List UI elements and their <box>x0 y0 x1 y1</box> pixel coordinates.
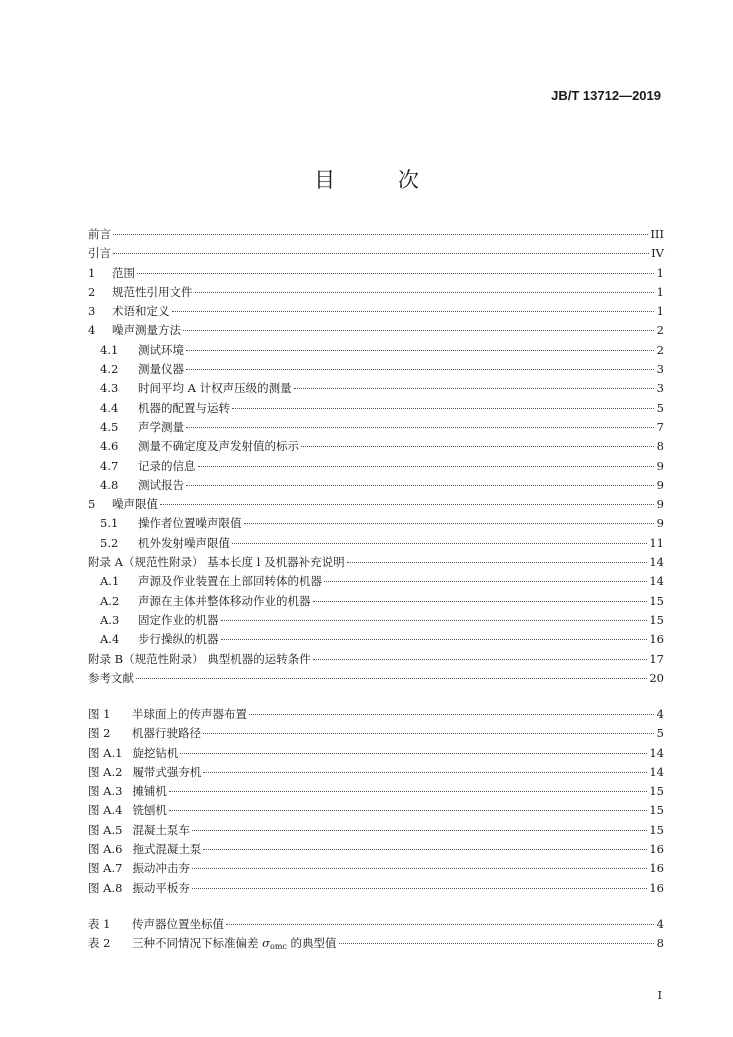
dot-leader <box>324 581 647 582</box>
toc-entry[interactable] <box>88 379 664 398</box>
sigma-symbol: σ <box>262 936 271 951</box>
entry-number: 图 A.4 <box>88 803 123 818</box>
figure-entry[interactable] <box>88 705 664 724</box>
dot-leader <box>113 253 649 254</box>
dot-leader <box>301 446 654 447</box>
entry-page: III <box>650 227 664 241</box>
toc-entry[interactable] <box>88 650 664 669</box>
dot-leader <box>339 943 654 944</box>
entry-page: 9 <box>656 497 664 512</box>
entry-page: 15 <box>649 593 664 608</box>
entry-label: 振动冲击夯 <box>132 861 190 876</box>
entry-label: 引言 <box>88 246 111 261</box>
entry-label: 履带式强夯机 <box>132 764 202 779</box>
page-title: 目 次 <box>314 168 447 192</box>
dot-leader <box>221 620 648 621</box>
entry-page: 1 <box>656 265 664 280</box>
entry-number: 图 A.5 <box>88 822 123 837</box>
entry-number: 4.1 <box>100 342 119 357</box>
table-entry[interactable] <box>88 934 664 953</box>
toc-entry[interactable] <box>88 399 664 418</box>
entry-number: 5.1 <box>100 516 119 531</box>
entry-page: 14 <box>649 764 664 779</box>
entry-number: 图 2 <box>88 726 111 741</box>
toc-entry[interactable] <box>88 225 664 244</box>
entry-label: 测量仪器 <box>138 362 184 377</box>
entry-page: 3 <box>656 381 664 396</box>
toc-entry[interactable] <box>88 534 664 553</box>
entry-page: 2 <box>656 323 664 338</box>
toc-entry[interactable] <box>88 514 664 533</box>
entry-number: 4.3 <box>100 381 119 396</box>
figure-entry[interactable] <box>88 879 664 898</box>
entry-page: 17 <box>649 651 664 666</box>
entry-page: 20 <box>649 670 664 685</box>
entry-page: 9 <box>656 477 664 492</box>
toc-entry[interactable] <box>88 457 664 476</box>
dot-leader <box>203 772 647 773</box>
entry-label: 传声器位置坐标值 <box>132 917 224 931</box>
toc-entry[interactable] <box>88 611 664 630</box>
toc-entry[interactable] <box>88 360 664 379</box>
entry-label: 附录 A（规范性附录） 基本长度 l 及机器补充说明 <box>88 555 345 570</box>
entry-label: 声源及作业装置在上部回转体的机器 <box>138 574 322 589</box>
entry-page: 2 <box>656 342 664 357</box>
entry-label: 规范性引用文件 <box>112 284 193 299</box>
toc-entry[interactable] <box>88 321 664 340</box>
entry-label: 步行操纵的机器 <box>138 632 219 647</box>
toc-entry[interactable] <box>88 476 664 495</box>
entry-number: 图 A.1 <box>88 745 123 760</box>
entry-label: 振动平板夯 <box>132 880 190 895</box>
dot-leader <box>232 543 647 544</box>
entry-number: 图 A.6 <box>88 842 123 857</box>
entry-number: 4.2 <box>100 362 119 377</box>
table-entry[interactable] <box>88 915 664 934</box>
entry-label: 噪声测量方法 <box>112 323 181 338</box>
dot-leader <box>169 810 647 811</box>
dot-leader <box>186 427 654 428</box>
dot-leader <box>226 924 654 925</box>
dot-leader <box>221 639 648 640</box>
entry-number: 5 <box>88 497 96 512</box>
toc-entry[interactable] <box>88 553 664 572</box>
dot-leader <box>203 733 654 734</box>
dot-leader <box>186 350 654 351</box>
page-number: I <box>657 988 662 1002</box>
dot-leader <box>160 504 654 505</box>
entry-page: 1 <box>656 284 664 299</box>
entry-number: A.4 <box>100 632 120 647</box>
dot-leader <box>172 311 655 312</box>
entry-page: 9 <box>656 458 664 473</box>
entry-label: 参考文献 <box>88 670 134 685</box>
toc-entry[interactable] <box>88 341 664 360</box>
entry-label <box>132 934 337 956</box>
dot-leader <box>192 830 647 831</box>
toc-entry[interactable] <box>88 283 664 302</box>
entry-label: 半球面上的传声器布置 <box>132 707 247 721</box>
figure-entry[interactable] <box>88 744 664 763</box>
dot-leader <box>195 292 655 293</box>
entry-page: 15 <box>649 822 664 837</box>
dot-leader <box>294 388 654 389</box>
toc-entry[interactable] <box>88 630 664 649</box>
entry-number: 4.7 <box>100 458 119 473</box>
dot-leader <box>192 868 647 869</box>
figure-entry[interactable] <box>88 840 664 859</box>
figure-entry[interactable] <box>88 782 664 801</box>
dot-leader <box>186 369 654 370</box>
dot-leader <box>192 888 647 889</box>
entry-label: 范围 <box>112 265 135 280</box>
entry-label: 铣刨机 <box>132 803 167 818</box>
entry-number: 图 A.7 <box>88 861 123 876</box>
entry-label: 旋挖钻机 <box>132 745 179 760</box>
entry-number: A.3 <box>100 612 120 627</box>
entry-number: 图 1 <box>88 707 111 721</box>
figure-entry[interactable] <box>88 859 664 878</box>
entry-label: 机器的配置与运转 <box>138 400 230 415</box>
entry-page: 16 <box>649 880 664 895</box>
dot-leader <box>203 849 647 850</box>
entry-label: 拖式混凝土泵 <box>132 842 202 857</box>
entry-page: 14 <box>649 574 664 589</box>
entry-number: 图 A.2 <box>88 764 123 779</box>
entry-number: 2 <box>88 284 96 299</box>
dot-leader <box>180 753 647 754</box>
entry-page: 8 <box>656 439 664 454</box>
entry-page: 9 <box>656 516 664 531</box>
entry-number: 图 A.3 <box>88 784 123 799</box>
entry-page: 14 <box>649 745 664 760</box>
dot-leader <box>313 659 648 660</box>
toc-entry[interactable] <box>88 437 664 456</box>
entry-label: 测试报告 <box>138 477 184 492</box>
entry-label: 噪声限值 <box>112 497 158 512</box>
dot-leader <box>113 234 648 235</box>
dot-leader <box>136 678 647 679</box>
figure-list <box>88 705 664 898</box>
toc-list <box>88 225 664 688</box>
dot-leader <box>244 523 655 524</box>
entry-label: 记录的信息 <box>138 458 196 473</box>
label-text: 三种不同情况下标准偏差 <box>132 936 263 951</box>
entry-number: 图 A.8 <box>88 880 123 895</box>
entry-label: 前言 <box>88 227 111 241</box>
dot-leader <box>169 791 647 792</box>
entry-page: 16 <box>649 842 664 857</box>
toc-entry[interactable] <box>88 244 664 263</box>
entry-page: 5 <box>656 726 664 741</box>
entry-number: 表 1 <box>88 917 111 931</box>
toc-entry[interactable] <box>88 572 664 591</box>
dot-leader <box>186 485 654 486</box>
entry-page: 11 <box>649 535 664 550</box>
dot-leader <box>347 562 648 563</box>
table-list <box>88 915 664 954</box>
entry-label: 测量不确定度及声发射值的标示 <box>138 439 299 454</box>
entry-number: 4.8 <box>100 477 119 492</box>
entry-label: 术语和定义 <box>112 304 170 319</box>
entry-label: 机器行驶路径 <box>132 726 201 741</box>
entry-number: 4 <box>88 323 96 338</box>
figure-entry[interactable] <box>88 801 664 820</box>
entry-page: 4 <box>656 917 664 931</box>
entry-label: 时间平均 A 计权声压级的测量 <box>138 381 292 396</box>
entry-number: 5.2 <box>100 535 119 550</box>
entry-label: 附录 B（规范性附录） 典型机器的运转条件 <box>88 651 311 666</box>
toc-entry[interactable] <box>88 592 664 611</box>
entry-label: 机外发射噪声限值 <box>138 535 230 550</box>
toc-entry[interactable] <box>88 264 664 283</box>
dot-leader <box>249 714 654 715</box>
entry-label: 声源在主体并整体移动作业的机器 <box>138 593 311 608</box>
entry-page: 15 <box>649 612 664 627</box>
entry-number: 3 <box>88 304 96 319</box>
entry-page: 15 <box>649 803 664 818</box>
entry-page: 8 <box>656 936 664 951</box>
dot-leader <box>198 466 655 467</box>
entry-page: 7 <box>656 419 664 434</box>
toc-entry[interactable] <box>88 418 664 437</box>
entry-number: 1 <box>88 265 96 280</box>
entry-number: 表 2 <box>88 936 111 951</box>
toc-entry[interactable] <box>88 302 664 321</box>
sigma-subscript: omc <box>270 942 287 952</box>
entry-number: 4.5 <box>100 419 119 434</box>
entry-label: 操作者位置噪声限值 <box>138 516 242 531</box>
entry-number: 4.6 <box>100 439 119 454</box>
entry-page: 15 <box>649 784 664 799</box>
entry-label: 测试环境 <box>138 342 184 357</box>
dot-leader <box>183 330 654 331</box>
entry-label: 固定作业的机器 <box>138 612 219 627</box>
dot-leader <box>232 408 654 409</box>
entry-label: 声学测量 <box>138 419 184 434</box>
entry-page: IV <box>651 246 664 261</box>
entry-page: 14 <box>649 555 664 570</box>
label-text: 的典型值 <box>286 936 337 951</box>
entry-label: 摊铺机 <box>132 784 167 799</box>
dot-leader <box>313 601 648 602</box>
entry-page: 4 <box>656 707 664 721</box>
entry-page: 16 <box>649 632 664 647</box>
entry-page: 16 <box>649 861 664 876</box>
entry-number: 4.4 <box>100 400 119 415</box>
toc-entry[interactable] <box>88 495 664 514</box>
entry-number: A.2 <box>100 593 120 608</box>
toc-entry[interactable] <box>88 669 664 688</box>
standard-code: JB/T 13712—2019 <box>551 88 661 103</box>
figure-entry[interactable] <box>88 763 664 782</box>
entry-page: 3 <box>656 362 664 377</box>
dot-leader <box>137 273 654 274</box>
entry-number: A.1 <box>100 574 120 589</box>
figure-entry[interactable] <box>88 724 664 743</box>
entry-page: 5 <box>656 400 664 415</box>
entry-label: 混凝土泵车 <box>132 822 190 837</box>
figure-entry[interactable] <box>88 821 664 840</box>
entry-page: 1 <box>656 304 664 319</box>
